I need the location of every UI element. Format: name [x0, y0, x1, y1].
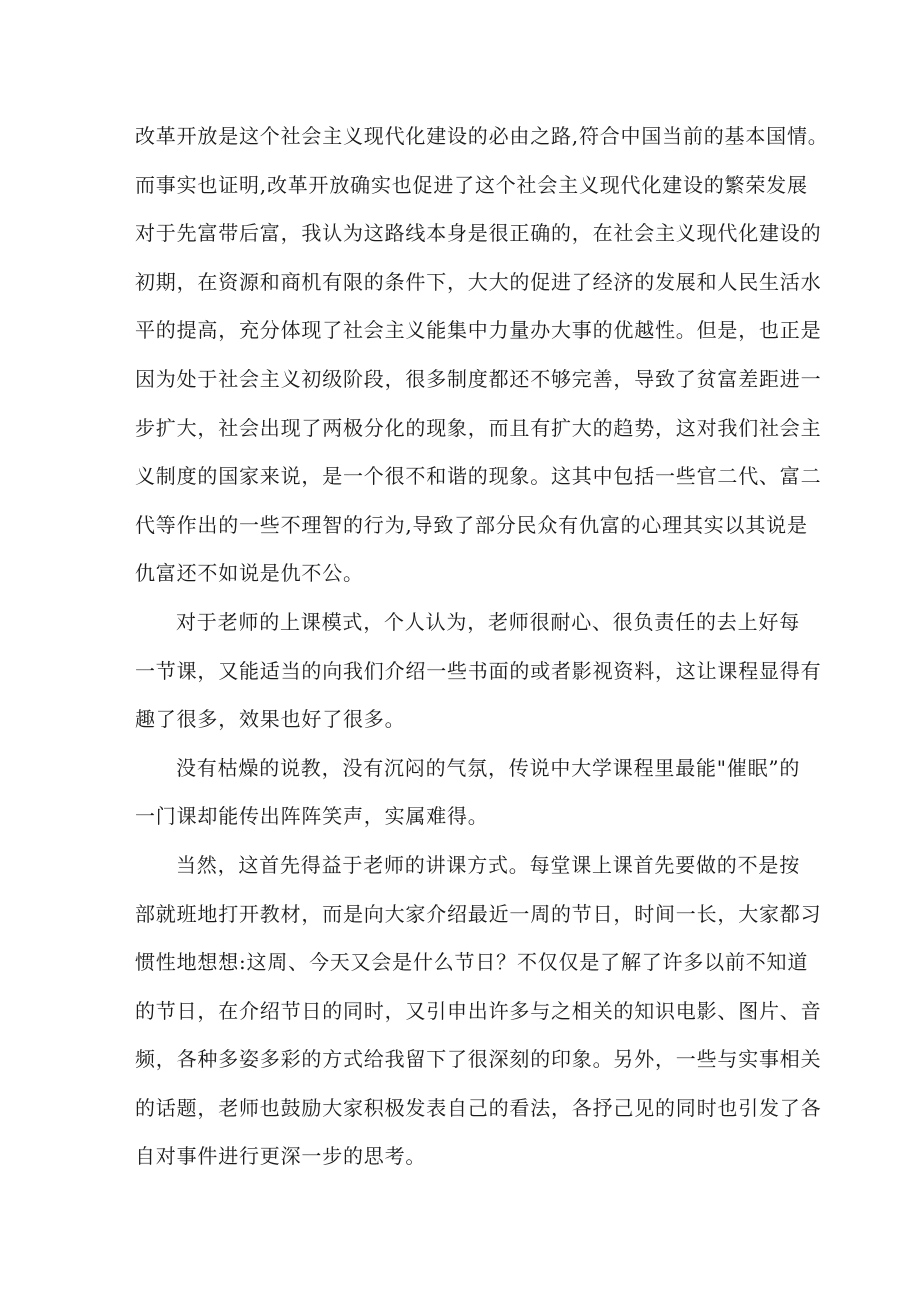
- document-body: [135, 112, 829, 1181]
- text-line: 义制度的国家来说，是一个很不和谐的现象。这其中包括一些官二代、富二: [135, 464, 822, 489]
- paragraph-start-line: 当然，这首先得益于老师的讲课方式。每堂课上课首先要做的不是按: [176, 852, 800, 877]
- text-line: 因为处于社会主义初级阶段，很多制度都还不够完善，导致了贫富差距进一: [135, 366, 822, 391]
- paragraph-start-line: 没有枯燥的说教，没有沉闷的气氛，传说中大学课程里最能"催眠”的: [176, 755, 801, 780]
- text-line: 步扩大，社会出现了两极分化的现象，而且有扩大的趋势，这对我们社会主: [135, 415, 822, 440]
- text-line: 平的提高，充分体现了社会主义能集中力量办大事的优越性。但是，也正是: [135, 318, 822, 343]
- text-line: 部就班地打开教材，而是向大家介绍最近一周的节日，时间一长，大家都习: [135, 901, 822, 926]
- text-line: 一门课却能传出阵阵笑声，实属难得。: [135, 804, 489, 829]
- text-line: 频，各种多姿多彩的方式给我留下了很深刻的印象。另外，一些与实事相关: [135, 1047, 822, 1072]
- text-line: 的节日，在介绍节日的同时，又引申出许多与之相关的知识电影、图片、音: [135, 998, 822, 1023]
- text-line: 改革开放是这个社会主义现代化建设的必由之路,符合中国当前的基本国情。: [135, 124, 829, 148]
- text-line: 仇富还不如说是仇不公。: [135, 561, 364, 586]
- text-line: 一节课，又能适当的向我们介绍一些书面的或者影视资料，这让课程显得有: [135, 658, 822, 683]
- text-line: 的话题，老师也鼓励大家积极发表自己的看法，各抒己见的同时也引发了各: [135, 1095, 822, 1120]
- text-line: 代等作出的一些不理智的行为,导致了部分民众有仇富的心理其实以其说是: [135, 512, 808, 537]
- text-line: 而事实也证明,改革开放确实也促进了这个社会主义现代化建设的繁荣发展: [135, 172, 808, 197]
- text-line: 初期，在资源和商机有限的条件下，大大的促进了经济的发展和人民生活水: [135, 269, 822, 294]
- text-line: 自对事件进行更深一步的思考。: [135, 1144, 427, 1169]
- text-line: 趣了很多，效果也好了很多。: [135, 707, 406, 732]
- text-line: 惯性地想想:这周、今天又会是什么节日？不仅仅是了解了许多以前不知道: [135, 950, 809, 975]
- text-line: 对于先富带后富，我认为这路线本身是很正确的，在社会主义现代化建设的: [135, 221, 822, 246]
- paragraph-start-line: 对于老师的上课模式，个人认为，老师很耐心、很负责任的去上好每: [176, 609, 800, 634]
